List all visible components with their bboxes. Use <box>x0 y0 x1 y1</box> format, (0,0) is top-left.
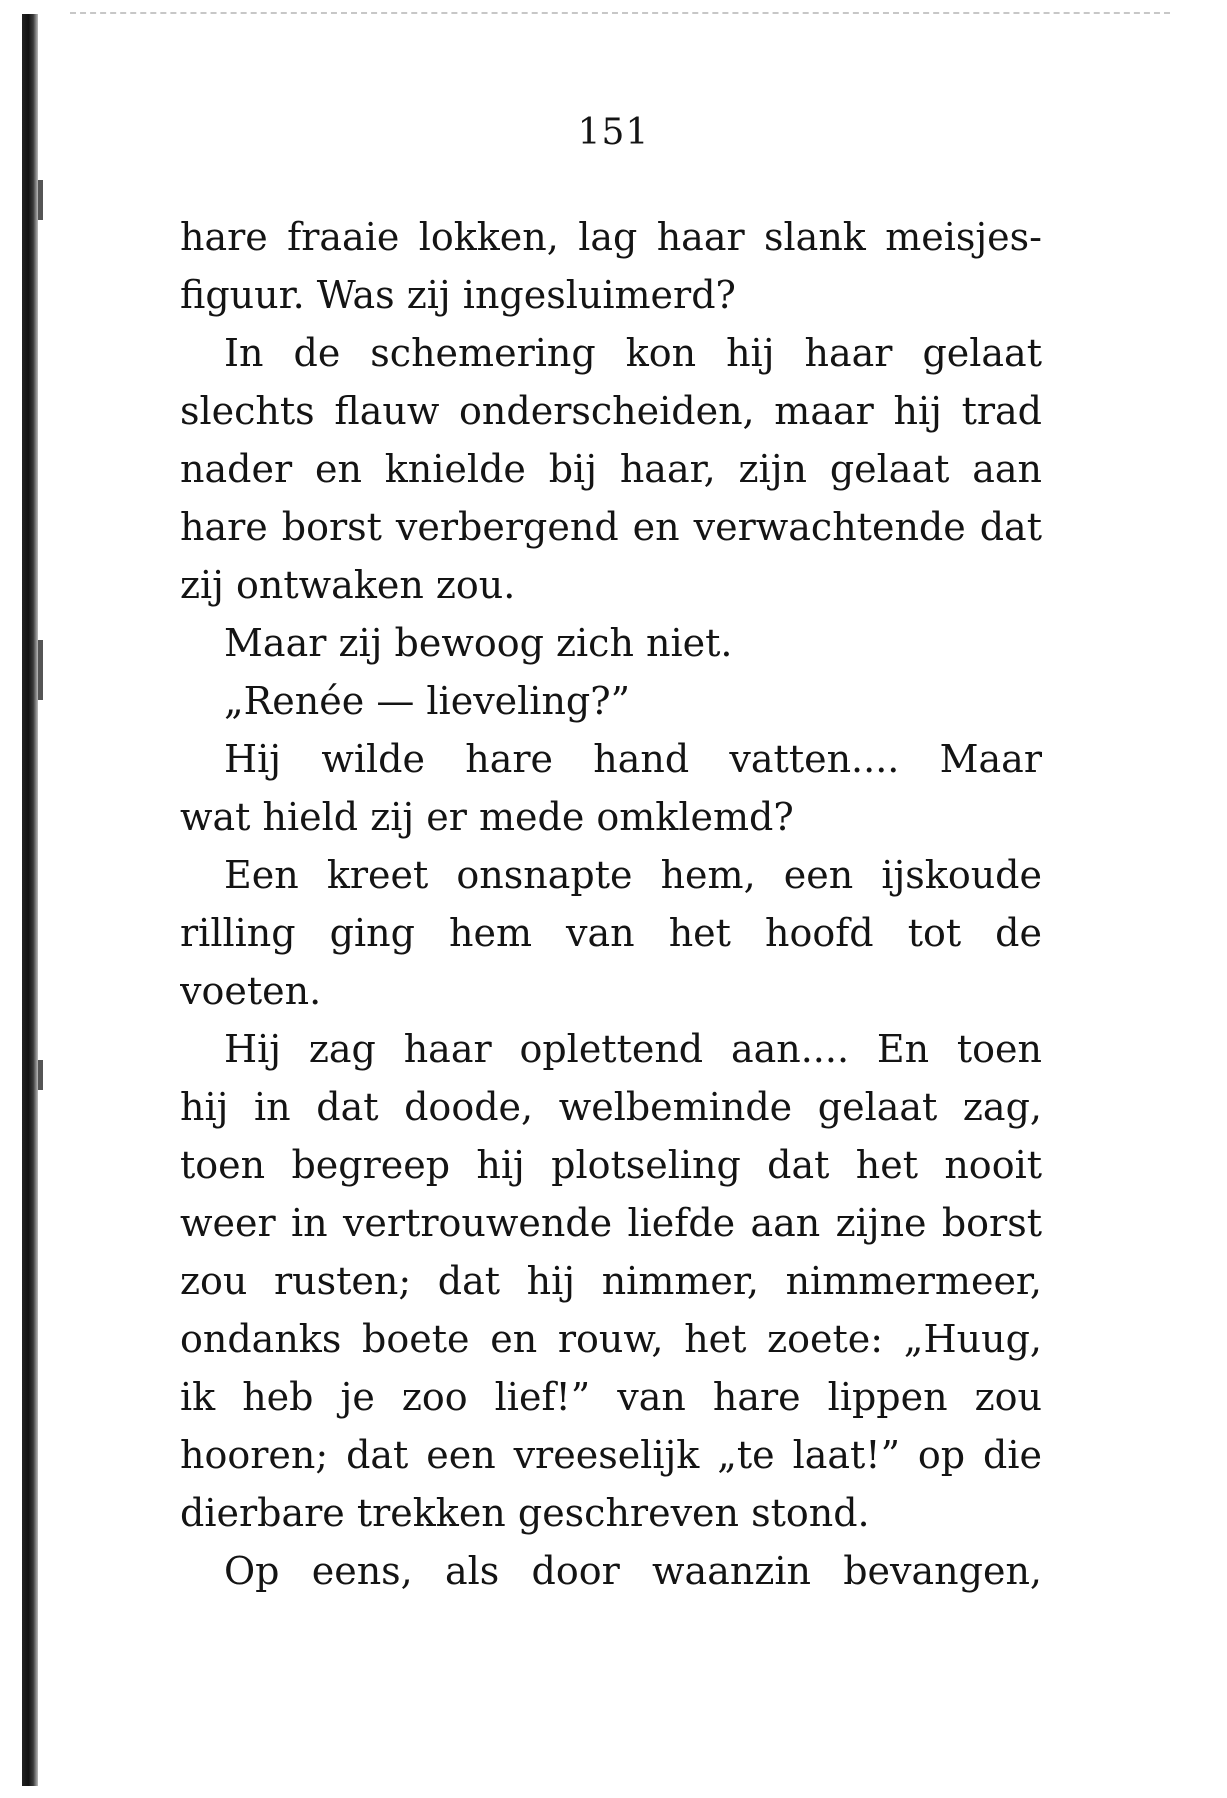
text-line: ondanks boete en rouw, het zoete: „Huug, <box>180 1317 1042 1361</box>
body-text <box>180 208 1042 1600</box>
scan-noise <box>70 12 1170 20</box>
text-line: slechts flauw onderscheiden, maar hij trad <box>180 389 1042 433</box>
text-line: Hij zag haar oplettend aan.... En toen <box>224 1027 1042 1071</box>
text-line: Een kreet onsnapte hem, een ijskoude <box>224 853 1042 897</box>
text-line: hare borst verbergend en verwachtende dat <box>180 505 1042 549</box>
text-line: figuur. Was zij ingesluimerd? <box>180 273 736 317</box>
text-line: In de schemering kon hij haar gelaat <box>224 331 1042 375</box>
text-line: zou rusten; dat hij nimmer, nimmermeer, <box>180 1259 1042 1303</box>
text-line: toen begreep hij plotseling dat het nooit <box>180 1143 1042 1187</box>
text-line: hooren; dat een vreeselijk „te laat!” op die <box>180 1433 1042 1477</box>
text-line: hij in dat doode, welbeminde gelaat zag, <box>180 1085 1042 1129</box>
binding-speck <box>38 180 43 220</box>
text-line: ik heb je zoo lief!” van hare lippen zou <box>180 1375 1042 1419</box>
text-line: Op eens, als door waanzin bevangen, <box>224 1549 1042 1593</box>
text-line: weer in vertrouwende liefde aan zijne borst <box>180 1201 1042 1245</box>
text-line: dierbare trekken geschreven stond. <box>180 1491 870 1535</box>
text-line: rilling ging hem van het hoofd tot de <box>180 911 1042 955</box>
binding-edge <box>22 14 38 1786</box>
text-line: Hij wilde hare hand vatten.... Maar <box>224 737 1042 781</box>
binding-speck <box>38 640 43 700</box>
page-number: 151 <box>577 112 650 153</box>
text-line: hare fraaie lokken, lag haar slank meisjes- <box>180 215 1042 259</box>
text-line: Maar zij bewoog zich niet. <box>224 621 733 665</box>
text-line: voeten. <box>180 969 322 1013</box>
text-line: zij ontwaken zou. <box>180 563 516 607</box>
text-line: „Renée — lieveling?” <box>224 679 631 723</box>
binding-speck <box>38 1060 43 1090</box>
text-line: wat hield zij er mede omklemd? <box>180 795 794 839</box>
text-line: nader en knielde bij haar, zijn gelaat aan <box>180 447 1042 491</box>
